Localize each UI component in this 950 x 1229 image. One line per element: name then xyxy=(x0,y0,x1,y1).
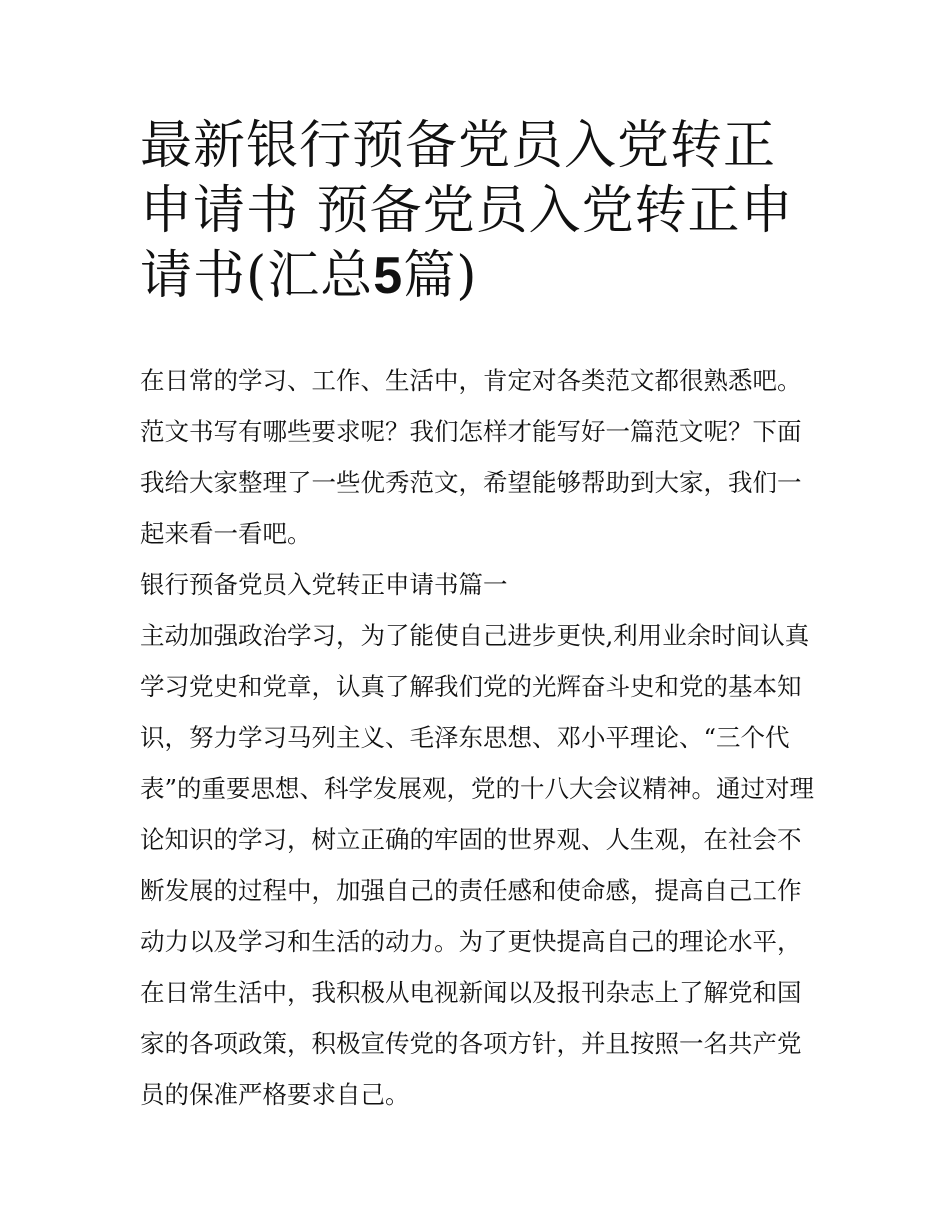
intro-paragraph: 在日常的学习、工作、生活中，肯定对各类范文都很熟悉吧。范文书写有哪些要求呢？我们怎样才能写好一篇范文呢？下面我给大家整理了一些优秀范文，希望能够帮助到大家，我们一起来看一看吧。 xyxy=(140,366,802,548)
section-heading: 银行预备党员入党转正申请书篇一 xyxy=(140,570,508,599)
document-title-number: 5 xyxy=(373,247,404,305)
document-title xyxy=(140,114,820,309)
document-body xyxy=(140,355,820,1120)
body-paragraph: 主动加强政治学习，为了能使自己进步更快,利用业余时间认真学习党史和党章，认真了解我们党的光辉奋斗史和党的基本知识，努力学习马列主义、毛泽东思想、邓小平理论、“三个代表”的重要思想、科学发展观，党的十八大会议精神。通过对理论知识的学习，树立正确的牢固的世界观、人生观，在社会不断发展的过程中，加强自己的责任感和使命感，提高自己工作动力以及学习和生活的动力。为了更快提高自己的理论水平，在日常生活中，我积极从电视新闻以及报刊杂志上了解党和国家的各项政策，积极宣传党的各项方针，并且按照一名共产党员的保准严格要求自己。 xyxy=(140,621,815,1109)
document-title-text: 最新银行预备党员入党转正申请书 预备党员入党转正申请书(汇总 xyxy=(140,116,794,306)
document-title-suffix: 篇) xyxy=(403,246,478,306)
